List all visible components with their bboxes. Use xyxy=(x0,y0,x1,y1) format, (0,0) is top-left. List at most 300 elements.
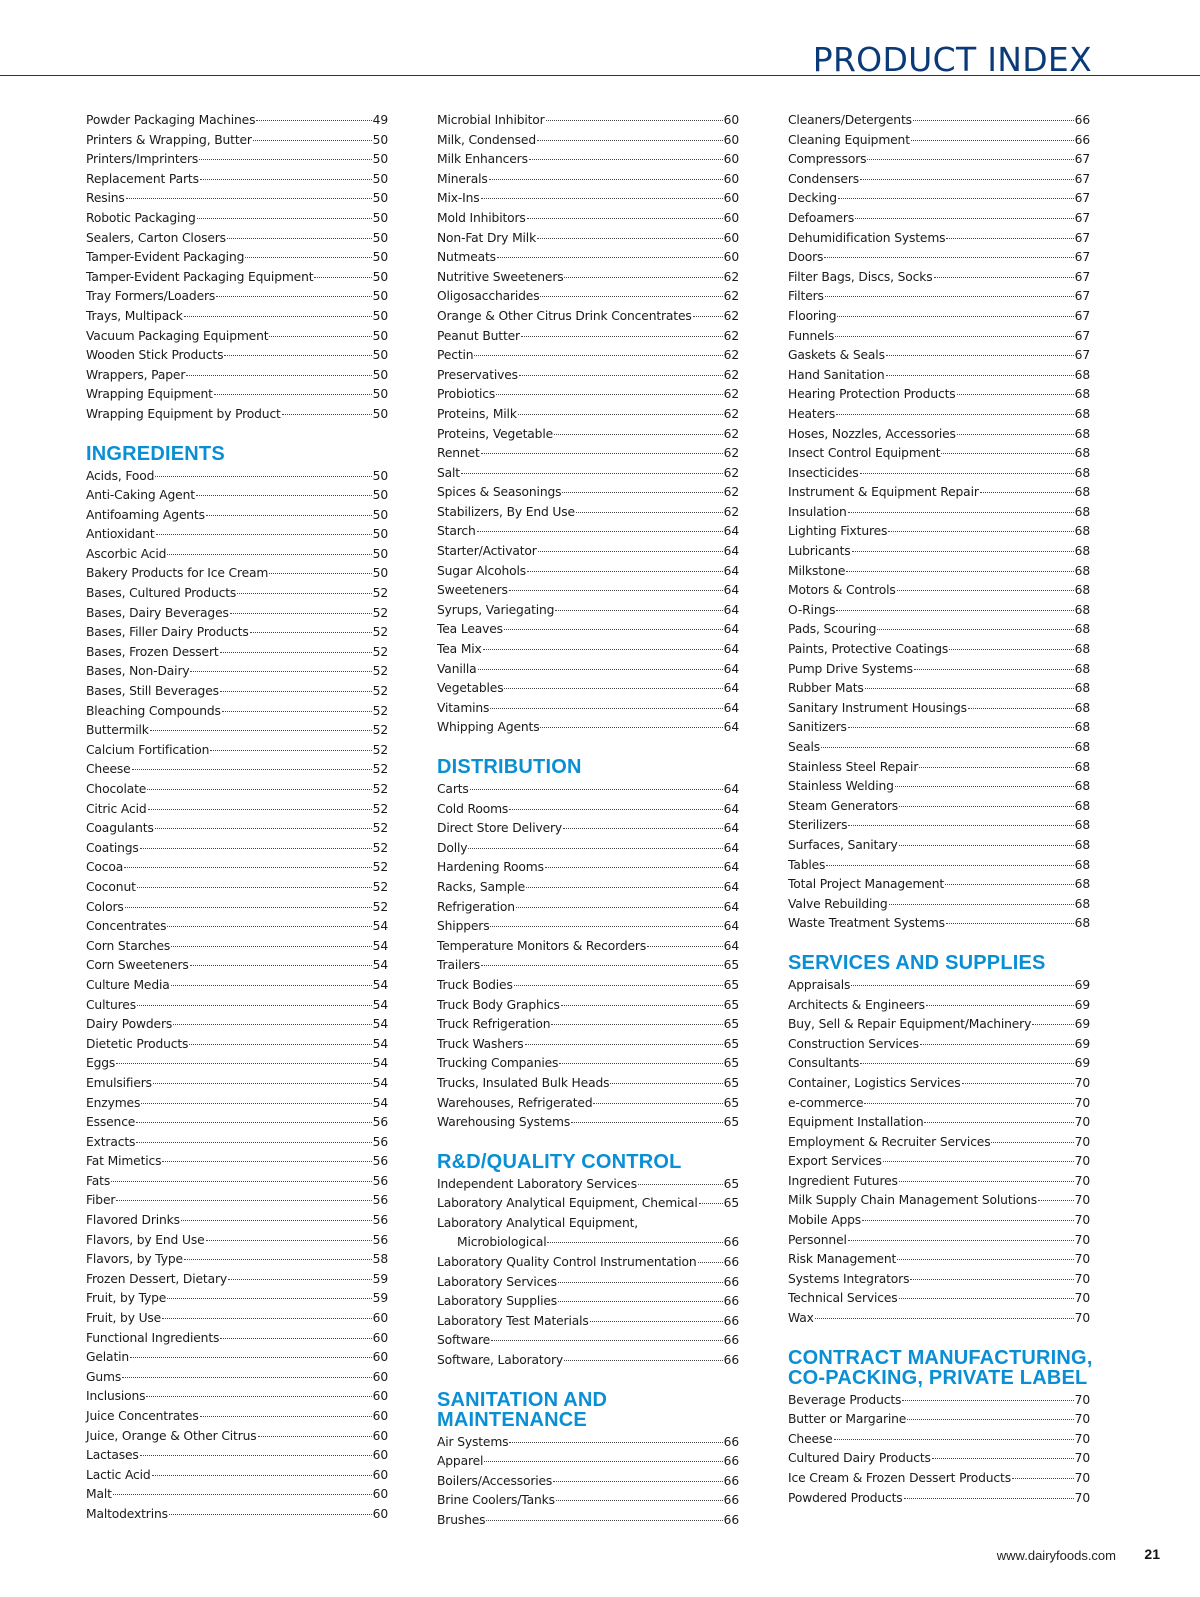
entry-page-number: 60 xyxy=(723,191,739,206)
entry-name: Culture Media xyxy=(86,977,170,992)
dot-leader xyxy=(551,1024,722,1025)
entry-name: Fat Mimetics xyxy=(86,1154,162,1169)
dot-leader xyxy=(537,238,723,239)
entry-page-number: 70 xyxy=(1074,1134,1090,1149)
entry-page-number: 50 xyxy=(372,527,388,542)
entry-page-number: 52 xyxy=(372,860,388,875)
index-entry xyxy=(788,1250,1090,1270)
entry-name: Colors xyxy=(86,899,124,914)
index-entry xyxy=(86,229,388,249)
dot-leader xyxy=(481,198,723,199)
entry-name: Frozen Dessert, Dietary xyxy=(86,1271,228,1286)
index-entry xyxy=(437,858,739,878)
entry-page-number: 68 xyxy=(1074,504,1090,519)
index-entry xyxy=(788,503,1090,523)
dot-leader xyxy=(864,1103,1073,1104)
entry-name: Printers/Imprinters xyxy=(86,152,199,167)
dot-leader xyxy=(199,159,372,160)
footer-url: www.dairyfoods.com xyxy=(996,1548,1116,1563)
index-entry xyxy=(437,366,739,386)
dot-leader xyxy=(468,848,722,849)
dot-leader xyxy=(314,277,371,278)
entry-name: Bases, Still Beverages xyxy=(86,684,219,699)
index-entry xyxy=(86,1133,388,1153)
index-entry xyxy=(788,718,1090,738)
dot-leader xyxy=(647,946,723,947)
entry-page-number: 60 xyxy=(723,132,739,147)
entry-page-number: 68 xyxy=(1074,426,1090,441)
index-entry xyxy=(788,836,1090,856)
entry-page-number: 70 xyxy=(1074,1232,1090,1247)
entry-page-number: 58 xyxy=(372,1252,388,1267)
footer-page-number: 21 xyxy=(1144,1546,1160,1562)
dot-leader xyxy=(116,1200,371,1201)
index-entry xyxy=(437,1331,739,1351)
entry-page-number: 64 xyxy=(723,661,739,676)
entry-name: Seals xyxy=(788,740,820,754)
index-entry xyxy=(437,1054,739,1074)
entry-page-number: 65 xyxy=(723,1196,739,1211)
index-entry xyxy=(788,189,1090,209)
dot-leader xyxy=(152,1475,372,1476)
entry-page-number: 65 xyxy=(723,977,739,992)
entry-name: Buy, Sell & Repair Equipment/Machinery xyxy=(788,1017,1032,1032)
entry-name: Orange & Other Citrus Drink Concentrates xyxy=(437,308,692,323)
entry-name: Minerals xyxy=(437,171,488,186)
entry-name: Tea Leaves xyxy=(437,622,503,637)
entry-name: Chocolate xyxy=(86,782,147,796)
entry-page-number: 60 xyxy=(372,1448,388,1463)
entry-name: Starter/Activator xyxy=(437,544,537,559)
entry-name: Laboratory Services xyxy=(437,1274,557,1289)
dot-leader xyxy=(860,1063,1073,1064)
index-entry xyxy=(437,1214,739,1234)
index-entry xyxy=(788,1391,1090,1411)
section-heading-line: CO-PACKING, PRIVATE LABEL xyxy=(788,1366,1088,1389)
index-entry xyxy=(437,425,739,445)
entry-name: Trucking Companies xyxy=(437,1056,559,1071)
index-entry xyxy=(788,209,1090,229)
index-entry xyxy=(86,721,388,741)
index-entry xyxy=(788,699,1090,719)
index-entry xyxy=(788,816,1090,836)
entry-name: Tamper-Evident Packaging xyxy=(86,250,245,265)
dot-leader xyxy=(897,1259,1073,1260)
entry-name: Fiber xyxy=(86,1193,116,1208)
index-entry xyxy=(437,1253,739,1273)
entry-page-number: 54 xyxy=(372,1056,388,1071)
dot-leader xyxy=(125,907,372,908)
dot-leader xyxy=(945,884,1074,885)
entry-name: Boilers/Accessories xyxy=(437,1473,553,1488)
entry-name: Bases, Frozen Dessert xyxy=(86,644,219,659)
index-entry xyxy=(86,564,388,584)
index-entry xyxy=(86,111,388,131)
index-entry xyxy=(437,542,739,562)
entry-name: Trucks, Insulated Bulk Heads xyxy=(437,1075,610,1090)
entry-name: Filters xyxy=(788,289,824,304)
index-entry xyxy=(788,464,1090,484)
index-entry xyxy=(788,1211,1090,1231)
index-entry xyxy=(86,1368,388,1388)
entry-name: Laboratory Test Materials xyxy=(437,1313,589,1328)
index-entry xyxy=(437,1292,739,1312)
index-entry xyxy=(437,287,739,307)
entry-page-number: 50 xyxy=(372,367,388,382)
dot-leader xyxy=(200,179,372,180)
index-entry xyxy=(437,150,739,170)
index-entry xyxy=(86,366,388,386)
index-entry xyxy=(437,385,739,405)
entry-name: Truck Washers xyxy=(437,1036,524,1051)
entry-name: Dehumidification Systems xyxy=(788,230,946,245)
entry-name: Milk, Condensed xyxy=(437,132,536,147)
entry-name: Brine Coolers/Tanks xyxy=(437,1493,555,1508)
index-entry xyxy=(788,1035,1090,1055)
index-entry xyxy=(437,839,739,859)
dot-leader xyxy=(155,828,372,829)
entry-page-number: 54 xyxy=(372,958,388,973)
entry-name: Steam Generators xyxy=(788,798,899,813)
dot-leader xyxy=(484,1461,722,1462)
entry-name: Pectin xyxy=(437,348,474,363)
index-entry xyxy=(86,1191,388,1211)
entry-page-number: 52 xyxy=(372,723,388,738)
entry-name: Salt xyxy=(437,465,460,480)
dot-leader xyxy=(826,865,1073,866)
entry-page-number: 69 xyxy=(1074,997,1090,1012)
entry-name: Buttermilk xyxy=(86,723,149,738)
index-entry xyxy=(437,780,739,800)
entry-name: Carts xyxy=(437,782,469,796)
entry-page-number: 62 xyxy=(723,485,739,500)
entry-name: Maltodextrins xyxy=(86,1506,168,1521)
index-entry xyxy=(788,1172,1090,1192)
dot-leader xyxy=(253,140,372,141)
index-entry xyxy=(788,620,1090,640)
entry-page-number: 52 xyxy=(372,782,388,796)
dot-leader xyxy=(848,512,1074,513)
entry-page-number: 68 xyxy=(1074,681,1090,696)
entry-name: Software xyxy=(437,1333,491,1348)
entry-name: Instrument & Equipment Repair xyxy=(788,485,979,500)
index-entry xyxy=(788,856,1090,876)
dot-leader xyxy=(222,711,372,712)
entry-page-number: 60 xyxy=(723,113,739,127)
entry-name: Bases, Dairy Beverages xyxy=(86,605,229,620)
entry-page-number: 60 xyxy=(723,210,739,225)
entry-name: Laboratory Analytical Equipment, Chemical xyxy=(437,1196,698,1211)
dot-leader xyxy=(851,985,1073,986)
entry-name: Flavors, by End Use xyxy=(86,1232,205,1247)
dot-leader xyxy=(693,316,723,317)
entry-page-number: 68 xyxy=(1074,877,1090,892)
dot-leader xyxy=(470,789,723,790)
index-entry xyxy=(437,601,739,621)
index-entry xyxy=(437,327,739,347)
index-entry xyxy=(788,914,1090,934)
entry-page-number: 62 xyxy=(723,367,739,382)
index-entry xyxy=(788,111,1090,131)
entry-name: Syrups, Variegating xyxy=(437,602,555,617)
dot-leader xyxy=(162,1161,371,1162)
index-entry xyxy=(437,503,739,523)
entry-page-number: 67 xyxy=(1074,348,1090,363)
entry-page-number: 68 xyxy=(1074,367,1090,382)
index-entry xyxy=(437,1094,739,1114)
index-entry xyxy=(86,604,388,624)
entry-name: Cheese xyxy=(788,1431,833,1446)
dot-leader xyxy=(919,767,1073,768)
index-entry xyxy=(788,444,1090,464)
dot-leader xyxy=(860,179,1074,180)
entry-page-number: 60 xyxy=(723,250,739,265)
entry-page-number: 65 xyxy=(723,1056,739,1071)
entry-name: Peanut Butter xyxy=(437,328,520,343)
section-heading: DISTRIBUTION xyxy=(437,756,582,778)
entry-name: Coatings xyxy=(86,840,139,855)
dot-leader xyxy=(526,887,723,888)
entry-name: Vacuum Packaging Equipment xyxy=(86,328,269,343)
entry-page-number: 52 xyxy=(372,762,388,777)
entry-name: Malt xyxy=(86,1487,112,1502)
entry-name: Coconut xyxy=(86,879,136,894)
index-entry xyxy=(86,1250,388,1270)
index-entry xyxy=(437,111,739,131)
entry-page-number: 68 xyxy=(1074,446,1090,461)
dot-leader xyxy=(210,750,371,751)
entry-page-number: 50 xyxy=(372,132,388,147)
index-entry xyxy=(86,898,388,918)
entry-page-number: 50 xyxy=(372,488,388,503)
entry-name: Apparel xyxy=(437,1454,484,1469)
entry-page-number: 49 xyxy=(372,113,388,127)
index-entry xyxy=(788,1231,1090,1251)
dot-leader xyxy=(504,629,723,630)
entry-page-number: 62 xyxy=(723,504,739,519)
entry-name: Insect Control Equipment xyxy=(788,446,941,461)
dot-leader xyxy=(173,1024,372,1025)
index-entry xyxy=(437,1194,739,1214)
entry-page-number: 65 xyxy=(723,1017,739,1032)
entry-name: Waste Treatment Systems xyxy=(788,916,945,931)
entry-name: Container, Logistics Services xyxy=(788,1075,961,1090)
entry-page-number: 64 xyxy=(723,860,739,875)
entry-name: Cultured Dairy Products xyxy=(788,1451,931,1466)
entry-name: Essence xyxy=(86,1115,136,1130)
dot-leader xyxy=(558,1282,723,1283)
dot-leader xyxy=(561,1005,723,1006)
entry-name: Probiotics xyxy=(437,387,496,402)
entry-name: Mix-Ins xyxy=(437,191,480,206)
entry-name: Robotic Packaging xyxy=(86,210,196,225)
index-entry xyxy=(437,1113,739,1133)
entry-page-number: 68 xyxy=(1074,661,1090,676)
dot-leader xyxy=(190,671,371,672)
entry-page-number: 66 xyxy=(723,1493,739,1508)
entry-page-number: 68 xyxy=(1074,798,1090,813)
entry-name: e-commerce xyxy=(788,1095,864,1110)
entry-name: Dairy Powders xyxy=(86,1017,173,1032)
index-entry xyxy=(788,1289,1090,1309)
dot-leader xyxy=(489,179,723,180)
index-entry xyxy=(86,1035,388,1055)
entry-name: Trailers xyxy=(437,958,480,973)
entry-page-number: 66 xyxy=(723,1255,739,1270)
dot-leader xyxy=(888,531,1073,532)
entry-name: Trays, Multipack xyxy=(86,308,183,323)
dot-leader xyxy=(941,453,1073,454)
index-entry xyxy=(86,506,388,526)
index-entry xyxy=(86,1054,388,1074)
index-entry xyxy=(788,522,1090,542)
index-entry xyxy=(437,956,739,976)
dot-leader xyxy=(546,120,723,121)
entry-page-number: 69 xyxy=(1074,1056,1090,1071)
entry-name: Wrapping Equipment xyxy=(86,387,213,402)
dot-leader xyxy=(824,257,1073,258)
entry-name: Sealers, Carton Closers xyxy=(86,230,226,245)
index-entry xyxy=(437,229,739,249)
entry-page-number: 50 xyxy=(372,289,388,304)
entry-page-number: 50 xyxy=(372,152,388,167)
dot-leader xyxy=(181,1220,372,1221)
entry-name: Personnel xyxy=(788,1232,847,1247)
entry-page-number: 70 xyxy=(1074,1095,1090,1110)
entry-page-number: 60 xyxy=(372,1428,388,1443)
index-entry xyxy=(437,1511,739,1531)
entry-page-number: 66 xyxy=(723,1473,739,1488)
dot-leader xyxy=(529,159,723,160)
entry-name: Technical Services xyxy=(788,1291,898,1306)
dot-leader xyxy=(556,1500,723,1501)
entry-name: Cleaning Equipment xyxy=(788,132,910,147)
entry-name: Independent Laboratory Services xyxy=(437,1176,637,1191)
index-entry xyxy=(788,679,1090,699)
dot-leader xyxy=(196,495,372,496)
index-entry xyxy=(86,1270,388,1290)
entry-name: Total Project Management xyxy=(788,877,945,892)
dot-leader xyxy=(171,985,372,986)
dot-leader xyxy=(509,1442,722,1443)
index-entry xyxy=(86,662,388,682)
index-entry xyxy=(437,1452,739,1472)
index-entry xyxy=(788,581,1090,601)
index-entry xyxy=(437,1273,739,1293)
dot-leader xyxy=(867,159,1073,160)
entry-name: Concentrates xyxy=(86,919,167,934)
index-entry xyxy=(788,875,1090,895)
dot-leader xyxy=(490,926,722,927)
index-entry xyxy=(86,623,388,643)
index-entry xyxy=(788,366,1090,386)
index-entry xyxy=(437,800,739,820)
index-entry xyxy=(86,1211,388,1231)
entry-name: Compressors xyxy=(788,152,867,167)
entry-page-number: 70 xyxy=(1074,1311,1090,1326)
entry-page-number: 62 xyxy=(723,406,739,421)
entry-name: Corn Sweeteners xyxy=(86,958,189,973)
dot-leader xyxy=(590,1321,723,1322)
entry-page-number: 50 xyxy=(372,230,388,245)
entry-name: Paints, Protective Coatings xyxy=(788,642,949,657)
entry-name: Hand Sanitation xyxy=(788,367,885,382)
entry-page-number: 68 xyxy=(1074,857,1090,872)
index-entry xyxy=(788,976,1090,996)
entry-page-number: 70 xyxy=(1074,1154,1090,1169)
dot-leader xyxy=(169,1514,372,1515)
entry-page-number: 69 xyxy=(1074,977,1090,992)
entry-page-number: 68 xyxy=(1074,740,1090,754)
entry-name: Appraisals xyxy=(788,977,851,992)
dot-leader xyxy=(825,296,1074,297)
index-entry xyxy=(437,189,739,209)
entry-page-number: 70 xyxy=(1074,1431,1090,1446)
index-entry xyxy=(788,542,1090,562)
entry-page-number: 54 xyxy=(372,1036,388,1051)
entry-page-number: 68 xyxy=(1074,896,1090,911)
entry-name: Sanitary Instrument Housings xyxy=(788,700,967,715)
index-entry xyxy=(788,287,1090,307)
entry-page-number: 67 xyxy=(1074,328,1090,343)
entry-name: Sweeteners xyxy=(437,583,508,598)
dot-leader xyxy=(258,1436,372,1437)
index-entry xyxy=(86,385,388,405)
index-entry xyxy=(86,643,388,663)
entry-page-number: 68 xyxy=(1074,485,1090,500)
entry-page-number: 60 xyxy=(372,1389,388,1404)
entry-page-number: 52 xyxy=(372,605,388,620)
entry-name: Dolly xyxy=(437,840,468,855)
dot-leader xyxy=(519,375,723,376)
entry-name: Butter or Margarine xyxy=(788,1412,907,1427)
entry-page-number: 60 xyxy=(372,1369,388,1384)
entry-name: Insecticides xyxy=(788,465,859,480)
header-rule xyxy=(0,75,1200,76)
dot-leader xyxy=(553,1481,722,1482)
index-column-3 xyxy=(788,111,1093,1508)
entry-name: Bases, Cultured Products xyxy=(86,586,237,601)
dot-leader xyxy=(150,730,372,731)
entry-name: Proteins, Vegetable xyxy=(437,426,554,441)
entry-name: Juice Concentrates xyxy=(86,1409,199,1423)
entry-name: Stainless Welding xyxy=(788,779,894,794)
entry-page-number: 67 xyxy=(1074,152,1090,167)
dot-leader xyxy=(220,691,372,692)
entry-name: Pump Drive Systems xyxy=(788,661,913,676)
section-heading-line: CONTRACT MANUFACTURING, xyxy=(788,1346,1093,1369)
entry-page-number: 65 xyxy=(723,1075,739,1090)
entry-page-number: 64 xyxy=(723,563,739,578)
entry-name: Filter Bags, Discs, Socks xyxy=(788,269,933,284)
section-heading: R&D/QUALITY CONTROL xyxy=(437,1150,682,1173)
dot-leader xyxy=(563,828,723,829)
entry-name: Corn Starches xyxy=(86,938,171,953)
entry-page-number: 56 xyxy=(372,1134,388,1149)
entry-name: Stabilizers, By End Use xyxy=(437,504,575,519)
dot-leader xyxy=(269,573,371,574)
index-entry xyxy=(788,1133,1090,1153)
entry-page-number: 68 xyxy=(1074,387,1090,402)
entry-page-number: 54 xyxy=(372,977,388,992)
index-entry xyxy=(437,679,739,699)
index-entry xyxy=(437,1312,739,1332)
entry-name: Condensers xyxy=(788,171,860,186)
entry-page-number: 68 xyxy=(1074,818,1090,833)
dot-leader xyxy=(184,1259,372,1260)
dot-leader xyxy=(559,1063,722,1064)
dot-leader xyxy=(638,1184,723,1185)
